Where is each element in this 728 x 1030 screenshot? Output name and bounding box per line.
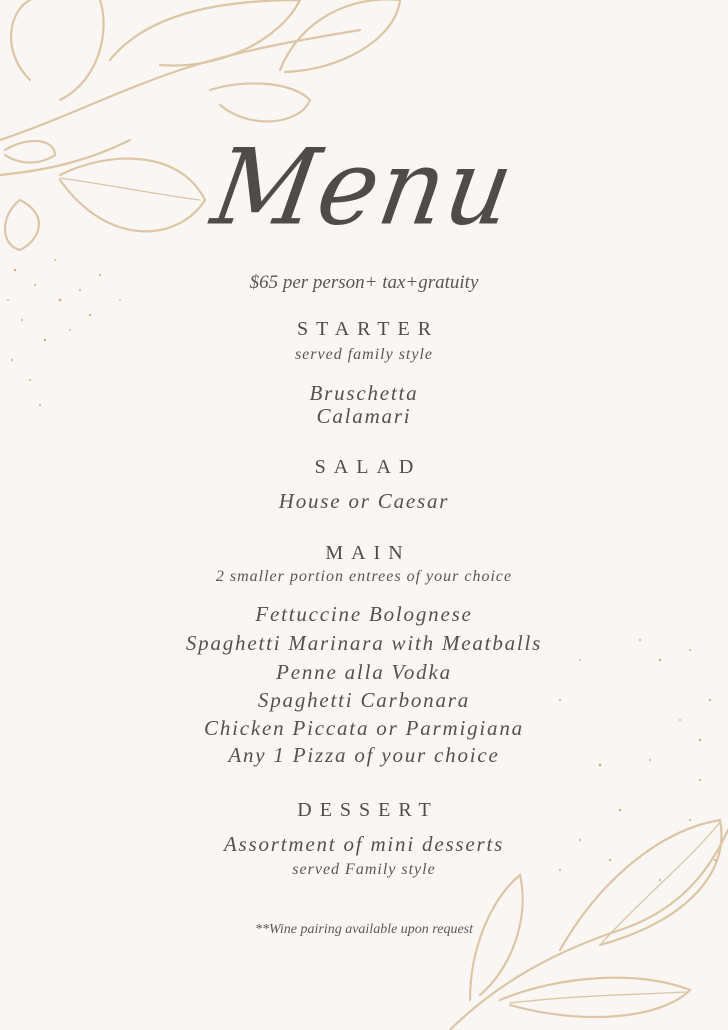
section-note-starter: served family style xyxy=(294,346,434,363)
menu-item: Assortment of mini desserts xyxy=(223,832,505,856)
wine-pairing-footnote: **Wine pairing available upon request xyxy=(254,922,473,937)
menu-item: Fettuccine Bolognese xyxy=(255,602,473,626)
price-text: $65 per person+ tax+gratuity xyxy=(249,272,479,293)
menu-item: Chicken Piccata or Parmigiana xyxy=(204,716,524,740)
menu-item: Penne alla Vodka xyxy=(276,660,452,684)
section-heading-dessert: DESSERT xyxy=(297,799,439,821)
menu-item: Spaghetti Marinara with Meatballs xyxy=(185,631,543,655)
section-note-main: 2 smaller portion entrees of your choice xyxy=(215,568,513,585)
menu-title: Menu xyxy=(204,126,524,249)
menu-item: Calamari xyxy=(316,404,412,428)
section-heading-starter: STARTER xyxy=(296,318,440,340)
menu-item: House or Caesar xyxy=(278,489,450,513)
menu-item: Bruschetta xyxy=(309,381,419,405)
menu-item: Any 1 Pizza of your choice xyxy=(228,743,500,767)
menu-item: Spaghetti Carbonara xyxy=(257,688,471,712)
section-note-dessert: served Family style xyxy=(292,861,436,878)
section-heading-main: MAIN xyxy=(325,542,411,564)
section-heading-salad: SALAD xyxy=(314,456,422,478)
